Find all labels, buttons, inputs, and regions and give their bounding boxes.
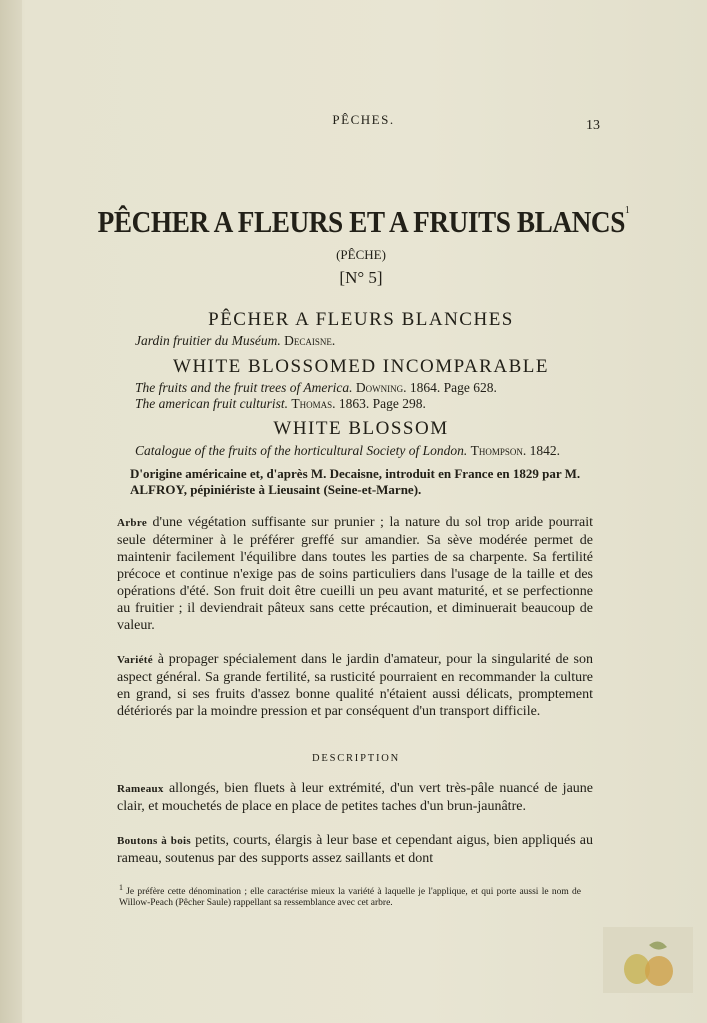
synonym-reference <box>135 380 497 396</box>
page-gutter <box>0 0 22 1023</box>
paragraph-lead: Rameaux <box>117 783 164 795</box>
paragraph-tree <box>117 514 593 634</box>
paragraph-variety <box>117 651 593 720</box>
page-title <box>44 204 684 240</box>
description-branches <box>117 780 593 815</box>
footnote-mark: 1 <box>119 883 123 892</box>
footnote-text: Je préfère cette dénomination ; elle caractérise mieux la variété à laquelle je l'applique, et qui porte aussi le nom de Willow-Peach (Pêcher Saule) rappellant sa ressemblance avec cet arbre. <box>119 887 581 909</box>
paragraph-text: d'une végétation suffisante sur prunier ; la nature du sol trop aride pourrait seule déterminer à le préférer greffé sur amandier. Sa sève modérée permet de maintenir facilement l'équilibre dans toutes les parties de sa charpente. Sa fertilité précoce et continue n'exige pas de soins particuliers dans l'usage de la taille et des opérations d'été. Son fruit doit être cueilli un peu avant maturité, et se perfectionne au fruitier ; il deviendrait pâteux sans cette précaution, et diminuerait beaucoup de valeur. <box>117 515 593 633</box>
paragraph-lead: Boutons à bois <box>117 835 191 847</box>
page-number: 13 <box>586 118 600 133</box>
subtitle: (PÊCHE) <box>336 247 386 262</box>
title-footnote-mark: 1 <box>624 204 630 216</box>
reference-work: The american fruit culturist. <box>135 396 288 411</box>
reference-work: Jardin fruitier du Muséum. <box>135 333 281 348</box>
fruit-icon <box>603 927 693 993</box>
footnote <box>119 882 581 909</box>
origin-note: D'origine américaine et, d'après M. Decaisne, introduit en France en 1829 par M. ALFROY, pépiniériste à Lieusaint (Seine-et-Marne). <box>130 466 581 497</box>
reference-author: Thompson. <box>470 443 527 458</box>
synonym-reference <box>135 396 426 412</box>
reference-author: Thomas. <box>291 396 336 411</box>
reference-details: 1863. Page 298. <box>338 396 426 411</box>
reference-author: Downing. <box>355 380 407 395</box>
variety-number: [N° 5] <box>339 268 383 287</box>
paragraph-text: allongés, bien fluets à leur extrémité, d'un vert très-pâle nuancé de jaune clair, et mouchetés de place en place de petites taches d'un brun-jaunâtre. <box>117 781 593 814</box>
synonym-name: WHITE BLOSSOMED INCOMPARABLE <box>173 356 549 377</box>
reference-details: 1864. Page 628. <box>409 380 497 395</box>
synonym-name: WHITE BLOSSOM <box>273 418 449 439</box>
reference-work: Catalogue of the fruits of the horticultural Society of London. <box>135 443 468 458</box>
reference-work: The fruits and the fruit trees of America. <box>135 380 353 395</box>
title-text: PÊCHER A FLEURS ET A FRUITS BLANCS <box>97 204 625 239</box>
synonym-name: PÊCHER A FLEURS BLANCHES <box>208 309 514 330</box>
description-heading: DESCRIPTION <box>311 753 401 764</box>
paragraph-lead: Arbre <box>117 517 148 529</box>
synonym-reference <box>135 333 335 349</box>
synonym-reference <box>135 443 560 459</box>
fruit-illustration-thumbnail <box>603 927 693 993</box>
paragraph-text: à propager spécialement dans le jardin d'amateur, pour la singularité de son aspect général. Sa grande fertilité, sa rusticité pourraient en recommander la culture en grand, si ses fruits d'assez bonne qualité n'étaient aussi délicats, promptement détériorés par la moindre pression et par conséquent d'un transport difficile. <box>117 652 593 719</box>
paragraph-lead: Variété <box>117 654 153 666</box>
reference-details: 1842. <box>529 443 560 458</box>
description-buds <box>117 832 593 867</box>
running-title: PÊCHES. <box>332 112 395 127</box>
paragraph-text: petits, courts, élargis à leur base et cependant aigus, bien appliqués au rameau, soutenus par des supports assez saillants et dont <box>117 833 594 866</box>
reference-author: Decaisne. <box>284 333 336 348</box>
